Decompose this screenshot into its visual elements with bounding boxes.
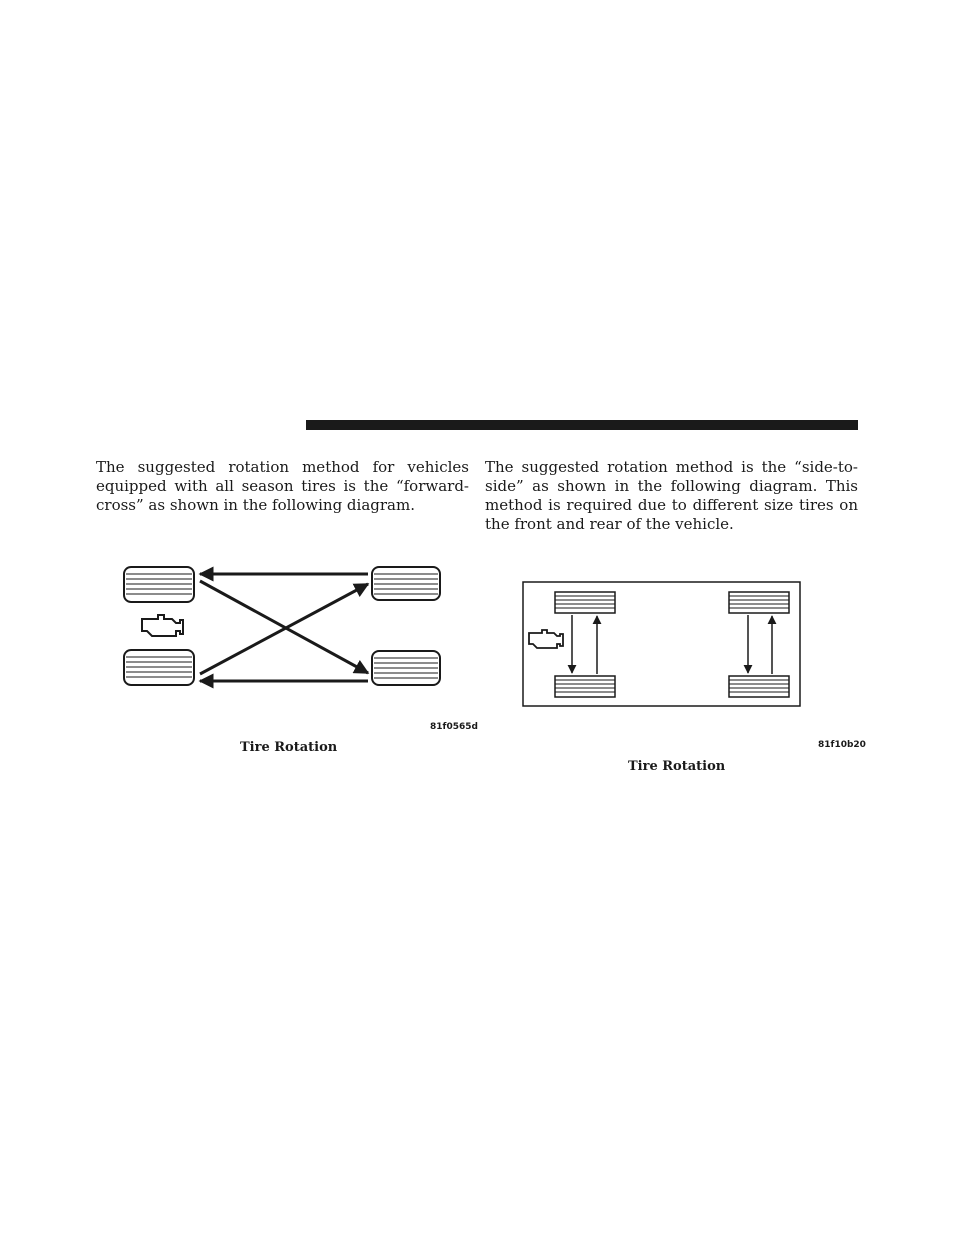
tire-icon <box>124 650 194 685</box>
figure-code: 81f0565d <box>430 722 478 732</box>
side-to-side-paragraph: The suggested rotation method is the “side-to-side” as shown in the following diagram. This method is required due to different size tires on the front and rear of the vehicle. <box>485 458 858 533</box>
section-header-bar <box>306 420 858 430</box>
tire-icon <box>555 676 615 697</box>
figure-caption: Tire Rotation <box>240 740 338 755</box>
tire-icon <box>372 567 440 600</box>
forward-cross-paragraph: The suggested rotation method for vehicles equipped with all season tires is the “forward-cross” as shown in the following diagram. <box>96 458 469 514</box>
side-to-side-diagram <box>520 578 866 783</box>
tire-icon <box>729 676 789 697</box>
vehicle-outline <box>523 582 800 706</box>
tire-icon <box>729 592 789 613</box>
engine-icon <box>142 615 183 636</box>
forward-cross-diagram <box>110 556 478 736</box>
figure-caption: Tire Rotation <box>628 759 726 774</box>
tire-icon <box>555 592 615 613</box>
engine-icon <box>529 630 563 648</box>
tire-icon <box>124 567 194 602</box>
figure-code: 81f10b20 <box>818 740 866 750</box>
tire-icon <box>372 651 440 685</box>
